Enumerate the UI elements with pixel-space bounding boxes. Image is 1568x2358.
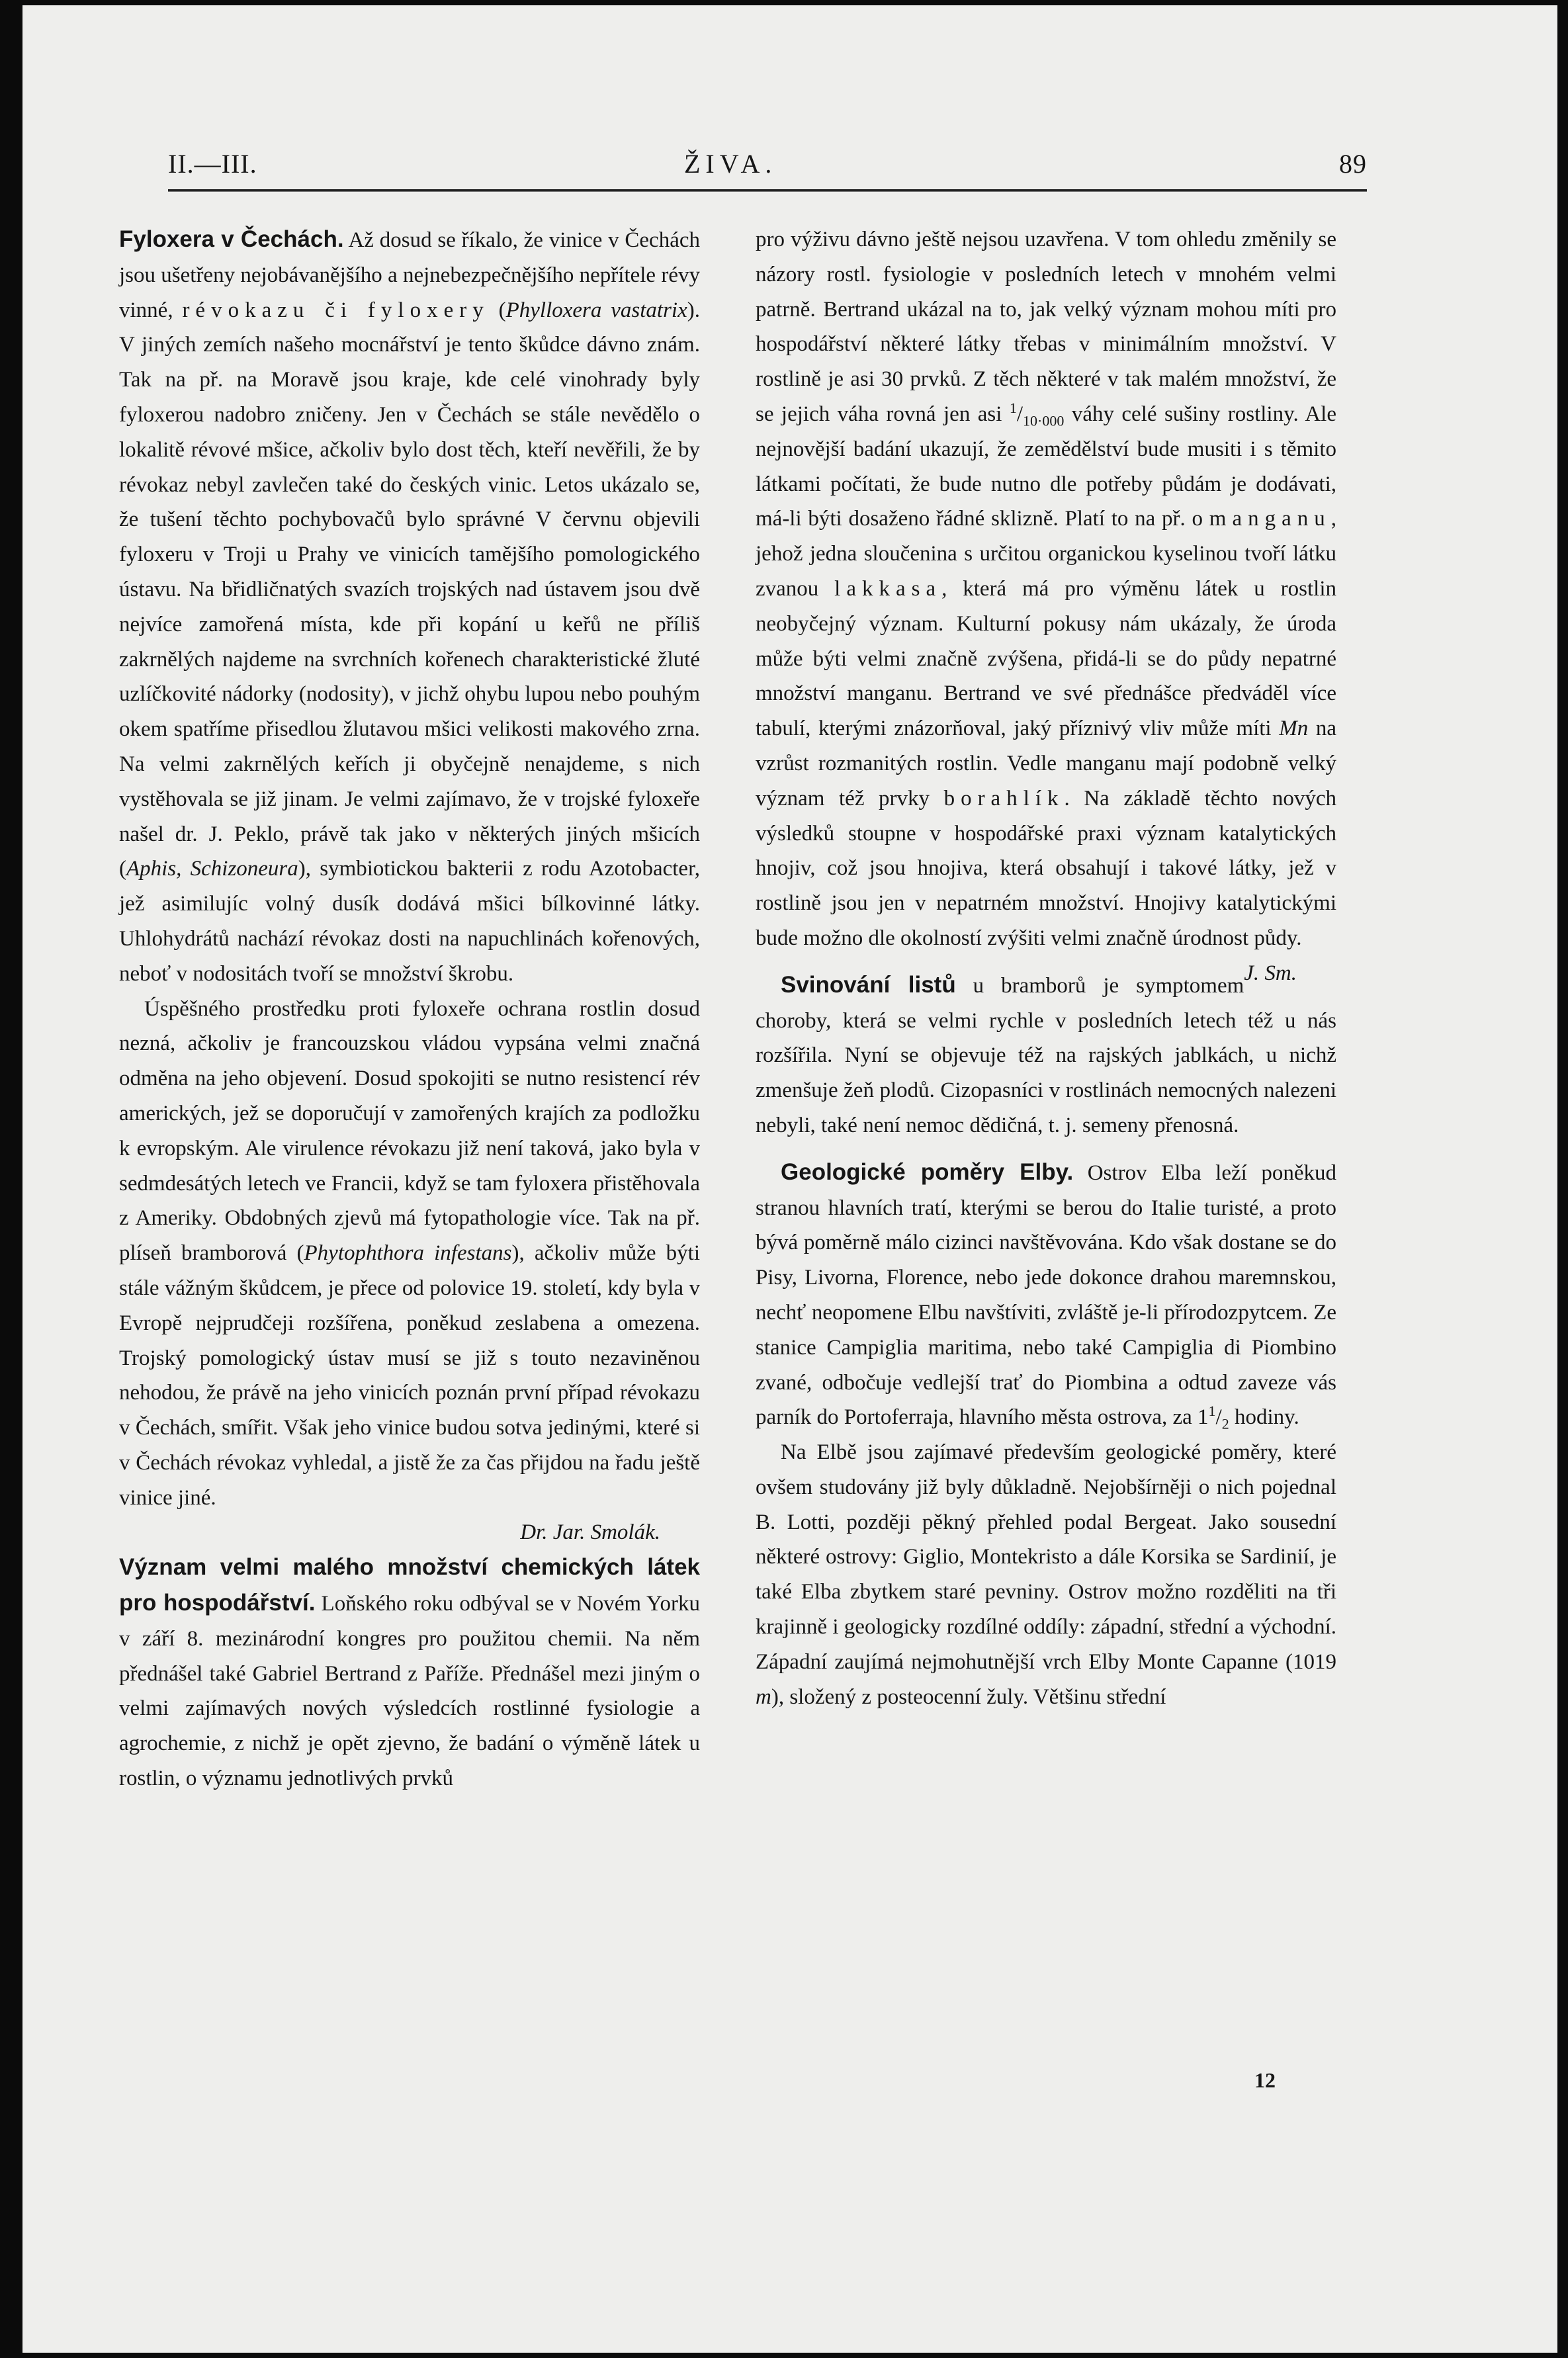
article-svinovani: Svinování listů u bramborů je symptomem choroby, která se velmi rychle v posledních letech též u nás rozšířila. Nyní se objevuje též na rajských jablkách, u nichž zmenšuje žeň plodů. Cizopasníci v rostlinách nemocných nalezeni nebyli, také není nemoc dědičná, t. j. semeny přenosná. [756,971,1336,1137]
heading-vyznam: Význam velmi malého množství chemických látek pro hospodářství. [119,1554,700,1616]
article-fyloxera: Fyloxera v Čechách. Až dosud se říkalo, že vinice v Čechách jsou ušetřeny nejobávanějšího a nejnebezpečnějšího nepřítele révy vinné, révokazu či fyloxery (Phylloxera vastatrix). V jiných zemích našeho mocnářství je tento škůdce dávno znám. Tak na př. na Moravě jsou kraje, kde celé vinohrady byly fyloxerou nadobro zničeny. Jen v Čechách se stále nevědělo o lokalitě révové mšice, ačkoliv bylo dost těch, kteří nevěřili, že by révokaz nebyl zavlečen také do českých vinic. Letos ukázalo se, že tušení těchto pochybovačů bylo správné V červnu objevili fyloxeru v Troji u Prahy ve vinicích tamějšího pomologického ústavu. Na břidličnatých svazích trojských nad ústavem jsou dvě nejvíce zamořená místa, kde při kopání u keřů ne příliš zakrnělých najdeme na svrchních kořenech charakteristické žluté uzlíčkovité nádorky (nodosity), v jichž ohybu lupou nebo pouhým okem spatříme přisedlou žlutavou mšici velikosti makového zrna. Na velmi zakrnělých keřích ji obyčejně nenajdeme, s nich vystěhovala se již jinam. Je velmi zajímavo, že v trojské fyloxeře našel dr. J. Peklo, právě tak jako v některých jiných mšicích (Aphis, Schizoneura), symbiotickou bakterii z rodu Azotobacter, jež asimilujíc volný dusík dodává mšici bílkovinné látky. Uhlohydrátů nachází révokaz dosti na napuchlinách kořenových, neboť v nodositách tvoří se množství škrobu. [119,226,700,986]
journal-title: ŽIVA. [684,149,777,179]
issue-number: II.—III. [168,149,257,179]
signature-mark: 12 [1254,2068,1276,2092]
article-vyznam: Význam velmi malého množství chemických látek pro hospodářství. Loňského roku odbýval se v Novém Yorku v září 8. mezinárodní kongres pro použitou chemii. Na něm přednášel také Gabriel Bertrand z Paříže. Přednášel mezi jiným o velmi zajímavých nových výsledcích rostlinné fysiologie a agrochemie, z nichž je opět zjevno, že badání o výměně látek u rostlin, o významu jednotlivých prvků [119,1554,700,1791]
header-rule [168,189,1367,192]
heading-elba: Geologické poměry Elby. [781,1158,1074,1185]
left-column [119,222,700,1796]
paragraph-elba-2: Na Elbě jsou zajímavé především geologické poměry, které ovšem studovány již byly důkladně. Nejobšírněji o nich pojednal B. Lotti, později pěkný přehled podal Bergeat. Jako sousední některé ostrovy: Giglio, Montekristo a dále Korsika se Sardinií, je také Elba zbytkem staré pevniny. Ostrov možno rozděliti na tři krajinně i geologicky rozdílné oddíly: západní, střední a východní. Západní zaujímá nejmohutnější vrch Elby Monte Capanne (1019 m), složený z posteocenní žuly. Většinu střední [756,1440,1336,1709]
right-column [756,222,1336,1714]
article-elba: Geologické poměry Elby. Ostrov Elba leží poněkud stranou hlavních tratí, kterými se berou do Italie turisté, a proto bývá poměrně málo cizinci navštěvována. Kdo však dostane se do Pisy, Livorna, Florence, nebo jede dokonce drahou maremnskou, nechť neopomene Elbu navštíviti, zvláště je-li přírodozpytcem. Ze stanice Campiglia maritima, nebo také Campiglia di Piombino zvané, odbočuje vedlejší trať do Piombina a odtud zaveze vás parník do Portoferraja, hlavního města ostrova, za $1^1/_2$ hodiny. [756,1158,1336,1432]
heading-fyloxera: Fyloxera v Čechách. [119,226,344,252]
paragraph-fyloxera-2: Úspěšného prostředku proti fyloxeře ochrana rostlin dosud nezná, ačkoliv je francouzskou vládou vypsána velmi značná odměna na jeho objevení. Dosud spokojiti se nutno resistencí rév amerických, jež se doporučují v zamořených krajích za podložku k evropským. Ale virulence révokazu již není taková, jako byla v sedmdesátých letech ve Francii, když se tam fyloxera přistěhovala z Ameriky. Obdobných zjevů má fytopathologie více. Tak na př. plíseň bramborová (Phytophthora infestans), ačkoliv může býti stále vážným škůdcem, je přece od polovice 19. století, kdy byla v Evropě nejprudčeji rozšířena, poněkud zeslabena a omezena. Trojský pomologický ústav musí se již s touto nezaviněnou nehodou, že právě na jeho vinicích poznán první případ révokazu v Čechách, smířit. Však jeho vinice budou sotva jedinými, které si v Čechách révokaz vyhledal, a jistě že za čas přijdou na řadu ještě vinice jiné. [119,996,701,1510]
signature-jsm: J. Sm. [1244,961,1297,985]
article-vyznam-continued: pro výživu dávno ještě nejsou uzavřena. V tom ohledu změnily se názory rostl. fysiologie v posledních letech v mnohém velmi patrně. Bertrand ukázal na to, jak velký význam mohou míti pro hospodářství některé látky třebas v minimálním množství. V rostlině je asi 30 prvků. Z těch některé v tak malém množství, že se jejich váha rovná jen asi $^1/_{10\cdot 000}$ váhy celé sušiny rostliny. Ale nejnovější badání ukazují, že zemědělství bude musiti i s těmito látkami počítati, že bude nutno dle potřeby půdám je dodávati, má-li býti dosaženo řádné sklizně. Platí to na př. o manganu, jehož jedna sloučenina s určitou organickou kyselinou tvoří látku zvanou lakkasa, která má pro výměnu látek u rostlin neobyčejný význam. Kulturní pokusy nám ukázaly, že úroda může býti velmi značně zvýšena, přidá-li se do půdy nepatrné množství manganu. Bertrand ve své přednášce předváděl více tabulí, kterými znázorňoval, jaký příznivý vliv může míti Mn na vzrůst rozmanitých rostlin. Vedle manganu mají podobně velký význam též prvky borahlík. Na základě těchto nových výsledků stoupne v hospodářské praxi význam katalytických hnojiv, což jsou hnojiva, která obsahují i takové látky, jež v rostlině jsou jen v nepatrném množství. Hnojivy katalytickými bude možno dle okolností zvýšiti velmi značně úrodnost půdy. J. Sm. [756,222,1336,956]
signature-smolak: Dr. Jar. Smolák. [520,1520,660,1545]
running-header [168,148,1367,188]
heading-svinovani: Svinování listů [781,971,956,998]
page-number: 89 [1339,149,1367,179]
